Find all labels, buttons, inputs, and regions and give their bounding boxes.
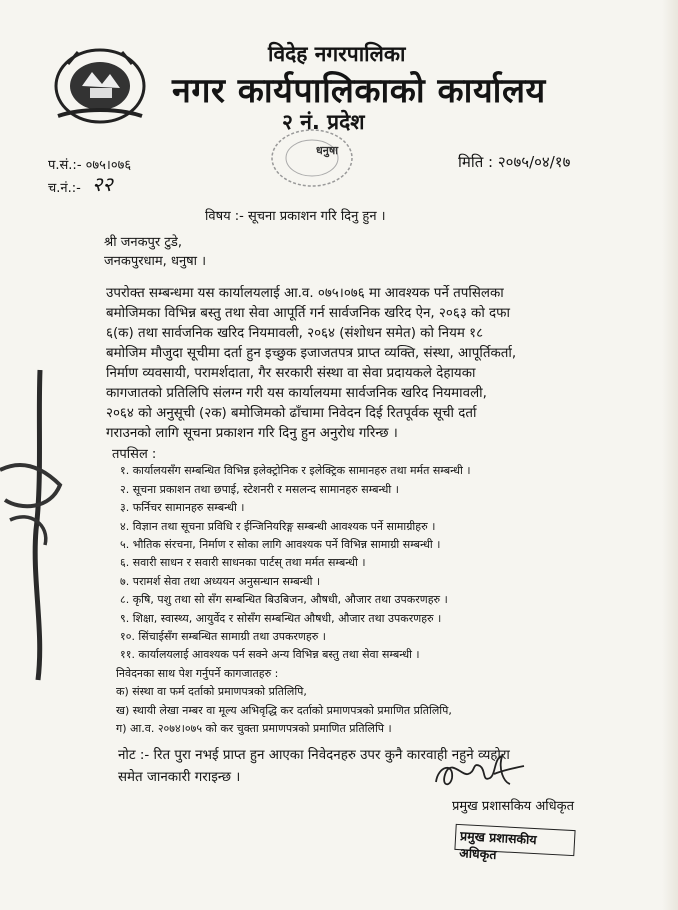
signatory-title: प्रमुख प्रशासकिय अधिकृत [452, 799, 575, 814]
binding-string [0, 360, 80, 690]
province-name: २ नं. प्रदेश [282, 110, 365, 134]
page-edge-shadow [662, 0, 678, 910]
tapsil-heading: तपसिल : [112, 447, 157, 462]
tapsil-item: ३. फर्निचर सामानहरु सम्बन्धी । [120, 501, 245, 514]
patra-sankhya: प.सं.:- ०७५।०७६ [48, 158, 132, 173]
chalani-number-label: च.नं.:- [48, 181, 81, 196]
document-item: क) संस्था वा फर्म दर्ताको प्रमाणपत्रको प्रतिलिपि, [116, 685, 307, 698]
stamp-text: प्रमुख प्रशासकीय अधिकृत [458, 828, 538, 863]
documents-heading: निवेदनका साथ पेश गर्नुपर्ने कागजातहरु : [116, 667, 279, 680]
body-paragraph [106, 284, 546, 444]
body-line: उपरोक्त सम्बन्धमा यस कार्यालयलाई आ.व. ०७५।०७६ मा आवश्यक पर्ने तपसिलका [106, 286, 504, 301]
body-line: बमोजिम मौजुदा सूचीमा दर्ता हुन इच्छुक इजाजतपत्र प्राप्त व्यक्ति, संस्था, आपूर्तिकर्ता, [106, 346, 517, 361]
handwritten-signature-icon [432, 752, 528, 794]
body-line: निर्माण व्यवसायी, परामर्शदाता, गैर सरकारी संस्था वा सेवा प्रदायकले देहायका [106, 366, 476, 381]
municipality-name: विदेह नगरपालिका [268, 42, 406, 66]
office-seal-icon [262, 126, 362, 190]
body-line: कागजातको प्रतिलिपि संलग्न गरी यस कार्यालयमा सार्वजनिक खरिद नियमावली, [106, 386, 487, 401]
body-line: २०६४ को अनुसूची (२क) बमोजिमको ढाँचामा निवेदन दिई रितपूर्वक सूची दर्ता [106, 406, 477, 421]
tapsil-item: ६. सवारी साधन र सवारी साधनका पार्टस् तथा मर्मत सम्बन्धी । [120, 556, 366, 569]
tapsil-item: ४. विज्ञान तथा सूचना प्रविधि र ईन्जिनियरिङ्ग सम्बन्धी आवश्यक पर्ने सामाग्रीहरु । [120, 520, 436, 533]
seal-text: धनुषा [316, 144, 339, 157]
tapsil-item: ११. कार्यालयलाई आवश्यक पर्न सक्ने अन्य विभिन्न बस्तु तथा सेवा सम्बन्धी । [120, 648, 420, 661]
municipality-emblem-icon [52, 42, 148, 126]
tapsil-item: २. सूचना प्रकाशन तथा छपाई, स्टेशनरी र मसलन्द सामानहरु सम्बन्धी । [120, 483, 399, 496]
letter-subject: विषय :- सूचना प्रकाशन गरि दिनु हुन । [205, 209, 386, 224]
recipient-address: जनकपुरधाम, धनुषा । [104, 254, 207, 269]
designation-stamp [454, 824, 575, 863]
recipient-name: श्री जनकपुर टुडे, [104, 235, 183, 250]
tapsil-item: ९. शिक्षा, स्वास्थ्य, आयुर्वेद र सोसँग सम्बन्धित औषधी, औजार तथा उपकरणहरु । [120, 612, 442, 625]
body-line: ६(क) तथा सार्वजनिक खरिद नियमावली, २०६४ (संशोधन समेत) को नियम १८ [106, 326, 484, 341]
tapsil-item: १. कार्यालयसँग सम्बन्धित विभिन्न इलेक्ट्रोनिक र इलेक्ट्रिक सामानहरु तथा मर्मत सम्बन्धी । [120, 464, 471, 477]
office-name: नगर कार्यपालिकाको कार्यालय [172, 71, 546, 111]
tapsil-item: ५. भौतिक संरचना, निर्माण र सोका लागि आवश्यक पर्ने विभिन्न सामाग्री सम्बन्धी । [120, 538, 441, 551]
document-item: ग) आ.व. २०७४।०७५ को कर चुक्ता प्रमाणपत्रको प्रमाणित प्रतिलिपि । [116, 722, 392, 735]
body-line: बमोजिमका विभिन्न बस्तु तथा सेवा आपूर्ति गर्न सार्वजनिक खरिद ऐन, २०६३ को दफा [106, 306, 510, 321]
note-line: समेत जानकारी गराइन्छ । [118, 770, 241, 785]
tapsil-item: १०. सिंचाईसँग सम्बन्धित सामाग्री तथा उपकरणहरु । [120, 630, 326, 643]
note-line: नोट :- रित पुरा नभई प्राप्त हुन आएका निवेदनहरु उपर कुनै कारवाही नहुने व्यहोरा [118, 748, 510, 763]
document-item: ख) स्थायी लेखा नम्बर वा मूल्य अभिवृद्धि कर दर्ताको प्रमाणपत्रको प्रमाणित प्रतिलिपि, [116, 704, 452, 717]
tapsil-item: ८. कृषि, पशु तथा सो सँग सम्बन्धित बिउबिजन, औषधी, औजार तथा उपकरणहरु । [120, 593, 448, 606]
tapsil-item: ७. परामर्श सेवा तथा अध्ययन अनुसन्धान सम्बन्धी । [120, 575, 321, 588]
body-line: गराउनको लागि सूचना प्रकाशन गरि दिनु हुन अनुरोध गरिन्छ । [106, 426, 398, 441]
chalani-number-value: २२ [92, 172, 113, 196]
letter-date: मिति : २०७५/०४/१७ [458, 153, 571, 171]
